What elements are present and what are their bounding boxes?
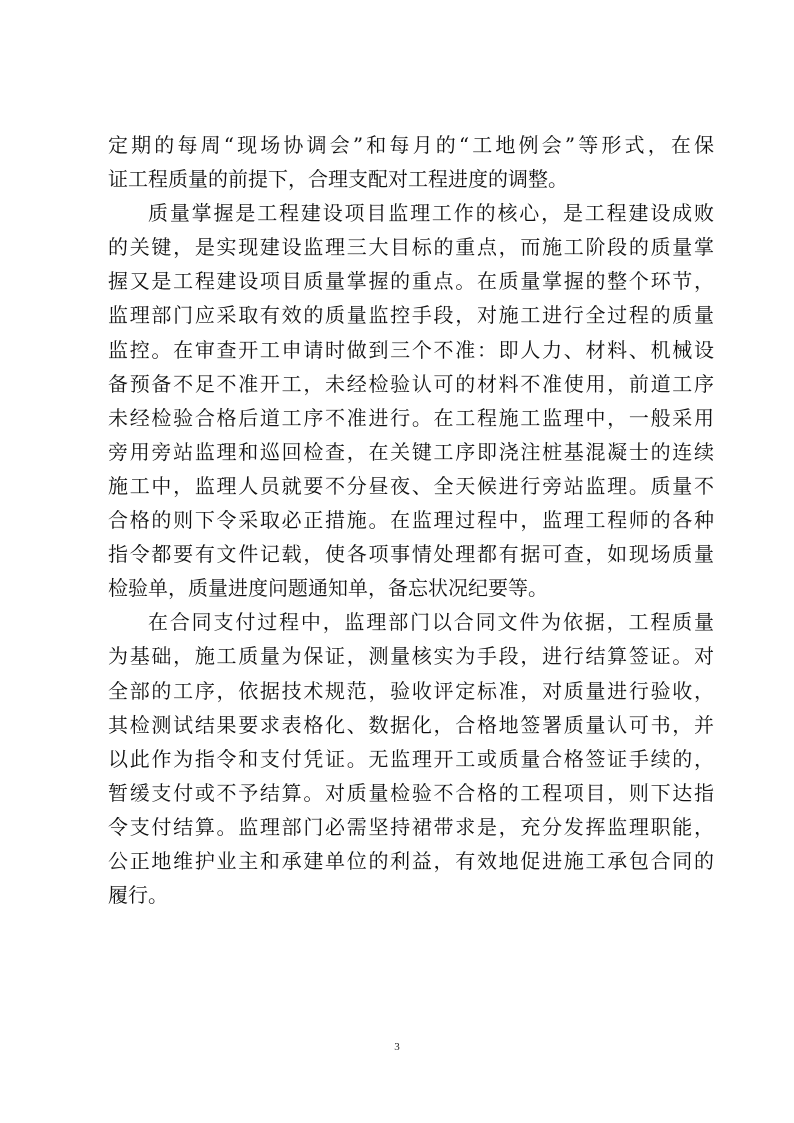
text-line: 检验单，质量进度问题通知单，备忘状况纪要等。 bbox=[108, 576, 548, 601]
text-line: 暂缓支付或不予结算。对质量检验不合格的工程项目，则下达指 bbox=[108, 780, 714, 805]
text-line: 旁用旁站监理和巡回检查，在关键工序即浇注桩基混凝士的连续 bbox=[108, 439, 714, 464]
text-line: 为基础，施工质量为保证，测量核实为手段，进行结算签证。对 bbox=[108, 644, 714, 669]
paragraph bbox=[108, 605, 714, 912]
text-line: 合格的则下令采取必正措施。在监理过程中，监理工程师的各种 bbox=[108, 508, 714, 533]
text-line: 指令都要有文件记载，使各项事情处理都有据可查，如现场质量 bbox=[108, 542, 714, 567]
text-line: 令支付结算。监理部门必需坚持裙带求是，充分发挥监理职能， bbox=[108, 814, 714, 839]
text-line: 以此作为指令和支付凭证。无监理开工或质量合格签证手续的， bbox=[108, 746, 714, 771]
text-line: 履行。 bbox=[108, 883, 168, 908]
text-line: 施工中，监理人员就要不分昼夜、全天候进行旁站监理。质量不 bbox=[108, 473, 714, 498]
text-line: 握又是工程建设项目质量掌握的重点。在质量掌握的整个环节， bbox=[108, 269, 714, 294]
text-line: 全部的工序，依据技术规范，验收评定标准，对质量进行验收， bbox=[108, 678, 714, 703]
text-line: 定期的每周“现场协调会”和每月的“工地例会”等形式，在保 bbox=[108, 133, 714, 157]
paragraph bbox=[108, 128, 714, 196]
text-line: 证工程质量的前提下，合理支配对工程进度的调整。 bbox=[108, 167, 568, 192]
text-line: 未经检验合格后道工序不准进行。在工程施工监理中，一般采用 bbox=[108, 405, 714, 430]
text-line: 的关键，是实现建设监理三大目标的重点，而施工阶段的质量掌 bbox=[108, 235, 714, 260]
text-line: 其检测试结果要求表格化、数据化，合格地签署质量认可书，并 bbox=[108, 712, 714, 737]
text-line: 公正地维护业主和承建单位的利益，有效地促进施工承包合同的 bbox=[108, 848, 714, 873]
page-number: 3 bbox=[394, 1041, 400, 1053]
text-line: 在合同支付过程中，监理部门以合同文件为依据，工程质量 bbox=[148, 610, 714, 635]
text-line: 监理部门应采取有效的质量监控手段，对施工进行全过程的质量 bbox=[108, 303, 714, 328]
paragraph bbox=[108, 196, 714, 605]
document-body bbox=[108, 128, 714, 912]
text-line: 备预备不足不准开工，未经检验认可的材料不准使用，前道工序 bbox=[108, 371, 714, 396]
text-line: 质量掌握是工程建设项目监理工作的核心，是工程建设成败 bbox=[148, 201, 714, 226]
text-line: 监控。在审查开工申请时做到三个不准：即人力、材料、机械设 bbox=[108, 337, 714, 362]
